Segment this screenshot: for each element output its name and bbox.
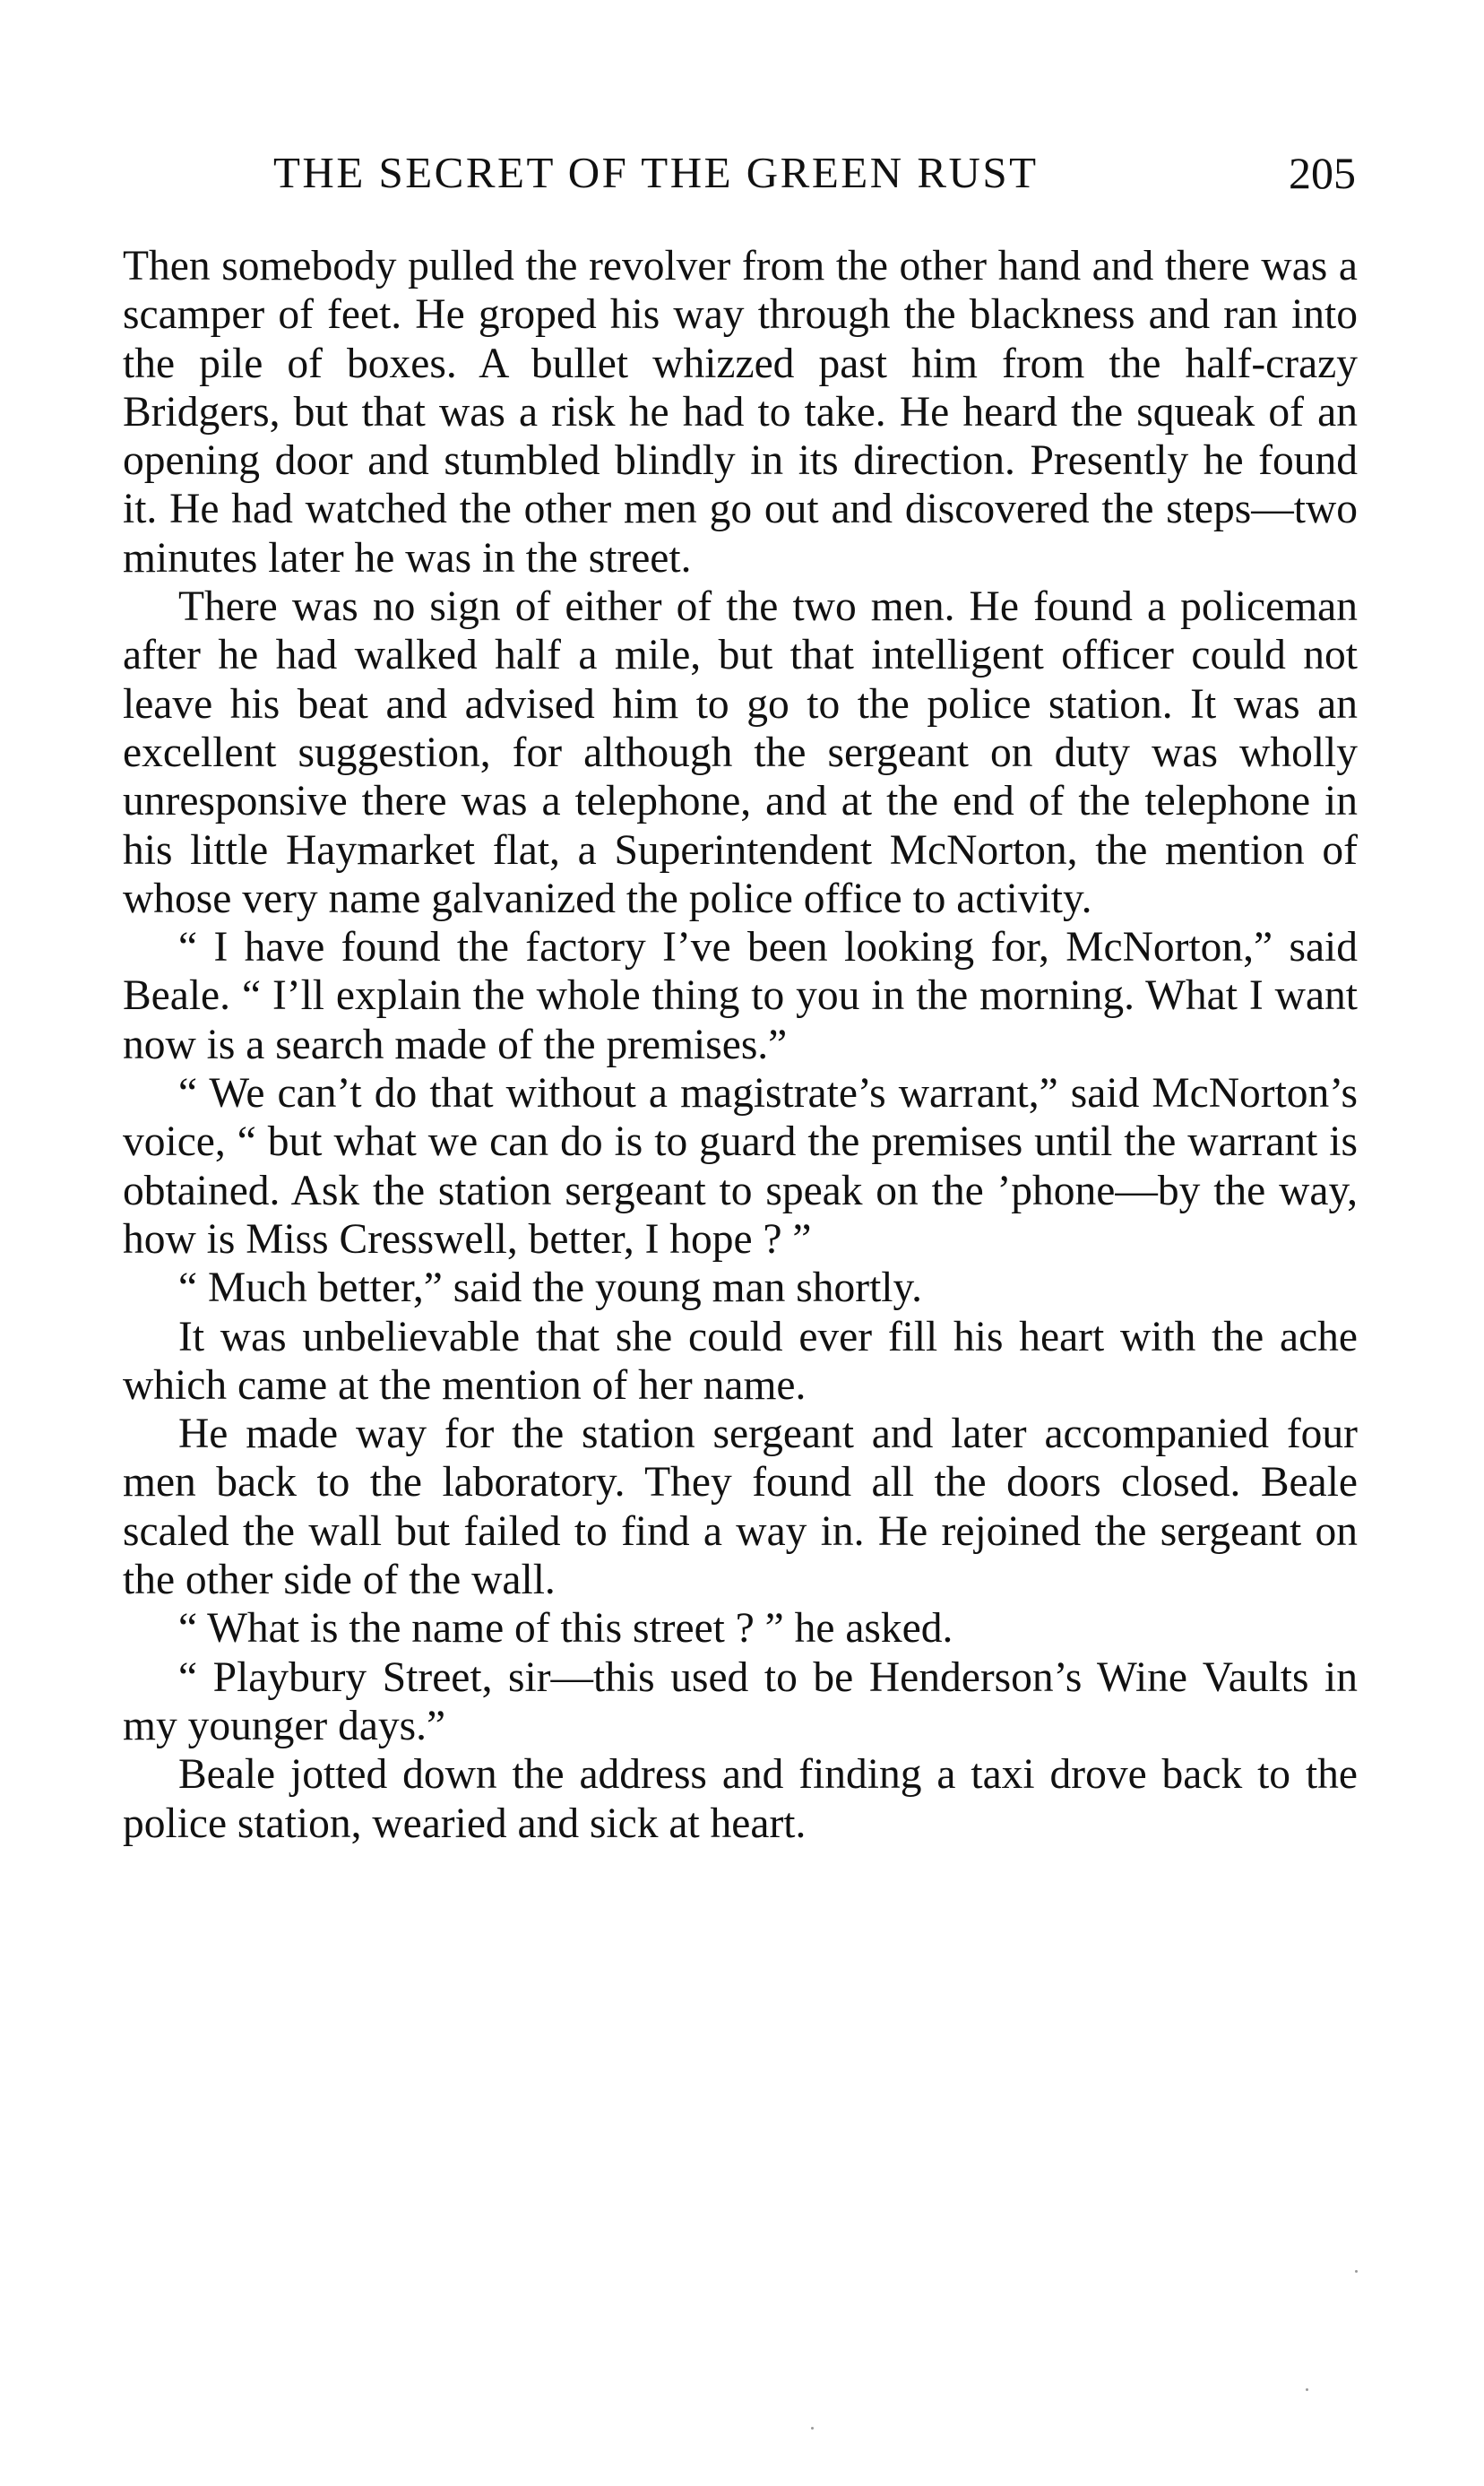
body-text <box>123 242 1358 1848</box>
paragraph: He made way for the station sergeant and later accompanied four men back to the laboratory. They found all the doors closed. Beale scaled the wall but failed to find a way in. He rejoined the sergeant on the other side of the wall. <box>123 1411 1358 1604</box>
paragraph: Then somebody pulled the revolver from the other hand and there was a scamper of feet. He groped his way through the blackness and ran into the pile of boxes. A bullet whizzed past him from the half-crazy Bridgers, but that was a risk he had to take. He heard the squeak of an opening door and stumbled blindly in its direction. Presently he found it. He had watched the other men go out and discovered the steps—two minutes later he was in the street. <box>123 243 1358 582</box>
paragraph: “ We can’t do that without a magistrate’s warrant,” said McNorton’s voice, “ but what we can do is to guard the premises until the warrant is obtained. Ask the station sergeant to speak on the ’phone—by the way, how is Miss Cresswell, better, I hope ? ” <box>123 1070 1358 1263</box>
paragraph: “ What is the name of this street ? ” he asked. <box>178 1605 953 1653</box>
running-header <box>273 142 1356 204</box>
paragraph: Beale jotted down the address and finding a taxi drove back to the police station, wearied and sick at heart. <box>123 1751 1358 1847</box>
paragraph: It was unbelievable that she could ever fill his heart with the ache which came at the mention of her name. <box>123 1313 1358 1409</box>
scan-speck <box>811 2427 814 2430</box>
paragraph: There was no sign of either of the two men. He found a policeman after he had walked half a mile, but that intelligent officer could not leave his beat and advised him to go to the police station. It was an excellent suggestion, for although the sergeant on duty was wholly unresponsive there was a telephone, and at the end of the telephone in his little Haymarket flat, a Superintendent McNorton, the mention of whose very name galvanized the police office to activity. <box>123 583 1358 922</box>
paragraph: “ Much better,” said the young man shortly. <box>178 1265 923 1312</box>
scan-speck <box>1306 2388 1308 2391</box>
paragraph: “ Playbury Street, sir—this used to be Henderson’s Wine Vaults in my younger days.” <box>123 1653 1358 1749</box>
page-number: 205 <box>1289 148 1356 198</box>
paragraph: “ I have found the factory I’ve been looking for, McNorton,” said Beale. “ I’ll explain the whole thing to you in the morning. What I want now is a search made of the premises.” <box>123 924 1358 1068</box>
scan-speck <box>1355 2270 1358 2273</box>
running-title: THE SECRET OF THE GREEN RUST <box>273 148 1039 197</box>
